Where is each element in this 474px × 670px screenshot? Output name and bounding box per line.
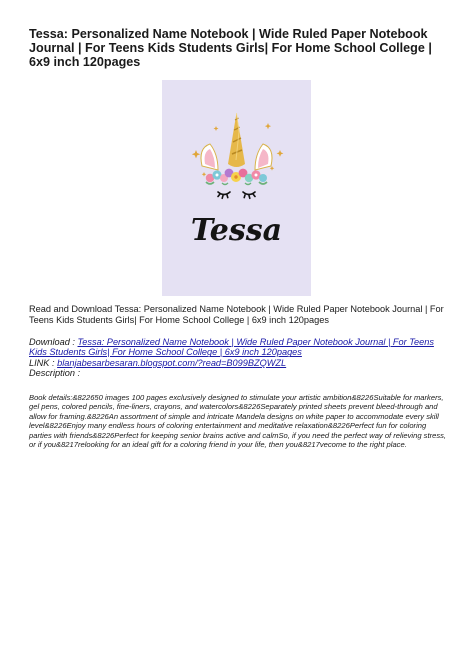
intro-text: Read and Download Tessa: Personalized Name Notebook | Wide Ruled Paper Notebook Journal | For Teens Kids Students Girls| For Home School College | 6x9 inch 120pages bbox=[29, 304, 444, 326]
flower-crown-icon bbox=[206, 169, 267, 185]
book-details-text: Book details:&822650 images 100 pages exclusively designed to stimulate your artistic ambition&8226Suitable for markers, gel pens, colored pencils, fine-liners, crayons, and watercolors&8226Separately printed sheets prevent bleed-through and allow for framing.&8226An assortment of simple and intricate Mandela designs on white paper to accommodate every skill level&8226Enjoy many endless hours of coloring entertainment and meditative relaxation&8226Perfect fun for coloring parties with friends&8226Perfect for keeping senior brains active and calmSo, if you need the perfect way of relieving stress, or if you&8217relooking for an ideal gift for a coloring friend in your life, then you&8217vecome to the right place. bbox=[29, 393, 447, 450]
download-label: Download : bbox=[29, 337, 78, 347]
page-title: Tessa: Personalized Name Notebook | Wide Ruled Paper Notebook Journal | For Teens Kids Students Girls| For Home School College | 6x9 inch 120pages bbox=[29, 27, 432, 69]
horn-icon bbox=[228, 113, 245, 167]
link-row bbox=[29, 358, 454, 368]
link-label: LINK : bbox=[29, 357, 58, 368]
book-cover-image bbox=[162, 80, 311, 296]
blog-link[interactable]: blanjabesarbesaran.blogspot.com/?read=B099BZQWZL bbox=[57, 357, 287, 368]
download-link[interactable]: Tessa: Personalized Name Notebook | Wide Ruled Paper Notebook Journal | For Teens Kids Students Girls| For Home School College | 6x9 inch 120pages bbox=[29, 337, 434, 358]
unicorn-icon bbox=[162, 80, 311, 296]
links-section bbox=[29, 337, 454, 379]
cover-name-text: Tessa bbox=[190, 213, 283, 248]
download-row bbox=[29, 337, 454, 358]
description-label: Description : bbox=[29, 368, 81, 379]
closed-eyes-icon bbox=[218, 192, 255, 198]
